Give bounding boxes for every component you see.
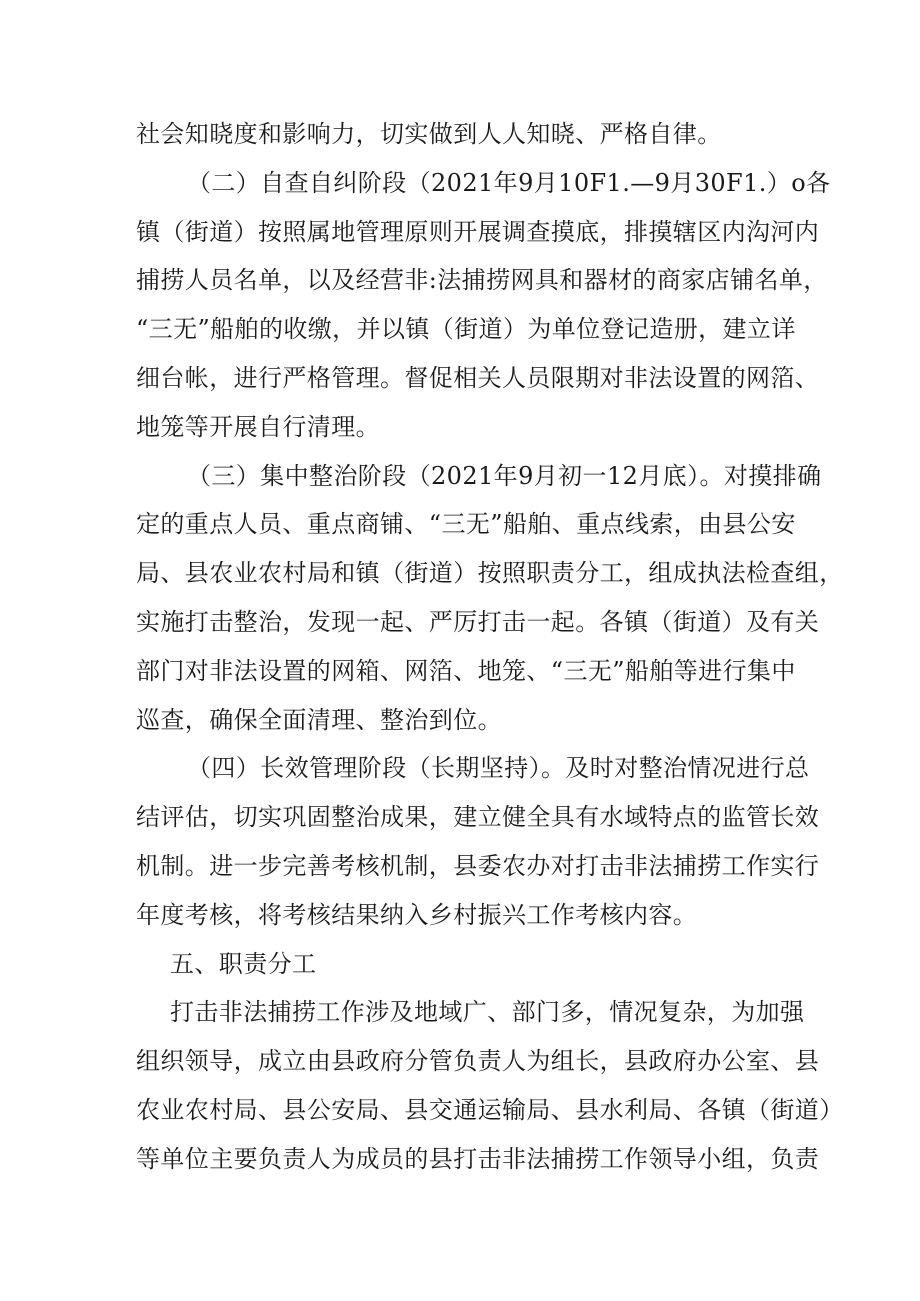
text-line: （二）自查自纠阶段（2021年9月10F1.—9月30F1.）o各: [187, 168, 831, 197]
text-line: 机制。进一步完善考核机制，县委农办对打击非法捕捞工作实行: [136, 851, 820, 880]
text-line: 组织领导，成立由县政府分管负责人为组长，县政府办公室、县: [136, 1047, 820, 1076]
document-body: [136, 110, 844, 1184]
section-heading: 五、职责分工: [170, 949, 317, 978]
text-line: 定的重点人员、重点商铺、“三无”船舶、重点线索，由县公安: [136, 510, 796, 539]
text-line: （四）长效管理阶段（长期坚持）。及时对整治情况进行总: [187, 754, 810, 783]
text-line: （三）集中整治阶段（2021年9月初一12月底）。对摸排确: [187, 461, 822, 490]
text-line: 镇（街道）按照属地管理原则开展调查摸底，排摸辖区内沟河内: [136, 217, 820, 246]
text-line: 结评估，切实巩固整治成果，建立健全具有水域特点的监管长效: [136, 803, 820, 832]
text-line: 打击非法捕捞工作涉及地域广、部门多，情况复杂，为加强: [170, 998, 805, 1027]
text-line: 年度考核，将考核结果纳入乡村振兴工作考核内容。: [136, 900, 698, 929]
text-line: 等单位主要负责人为成员的县打击非法捕捞工作领导小组，负责: [136, 1144, 820, 1173]
text-line: 捕捞人员名单，以及经营非:法捕捞网具和器材的商家店铺名单，: [136, 266, 828, 295]
text-line: 实施打击整治，发现一起、严厉打击一起。各镇（街道）及有关: [136, 607, 820, 636]
text-line: 农业农村局、县公安局、县交通运输局、县水利局、各镇（街道）: [136, 1095, 844, 1124]
text-line: 细台帐，进行严格管理。督促相关人员限期对非法设置的网箔、: [136, 363, 820, 392]
text-line: 社会知晓度和影响力，切实做到人人知晓、严格自律。: [136, 120, 722, 148]
text-line: 局、县农业农村局和镇（街道）按照职责分工，组成执法检查组，: [136, 559, 844, 588]
text-line: 部门对非法设置的网箱、网箔、地笼、“三无”船舶等进行集中: [136, 656, 796, 685]
text-line: 地笼等开展自行清理。: [136, 412, 380, 441]
text-line: “三无”船舶的收缴，并以镇（街道）为单位登记造册，建立详: [136, 315, 796, 344]
text-line: 巡查，确保全面清理、整治到位。: [136, 705, 502, 734]
